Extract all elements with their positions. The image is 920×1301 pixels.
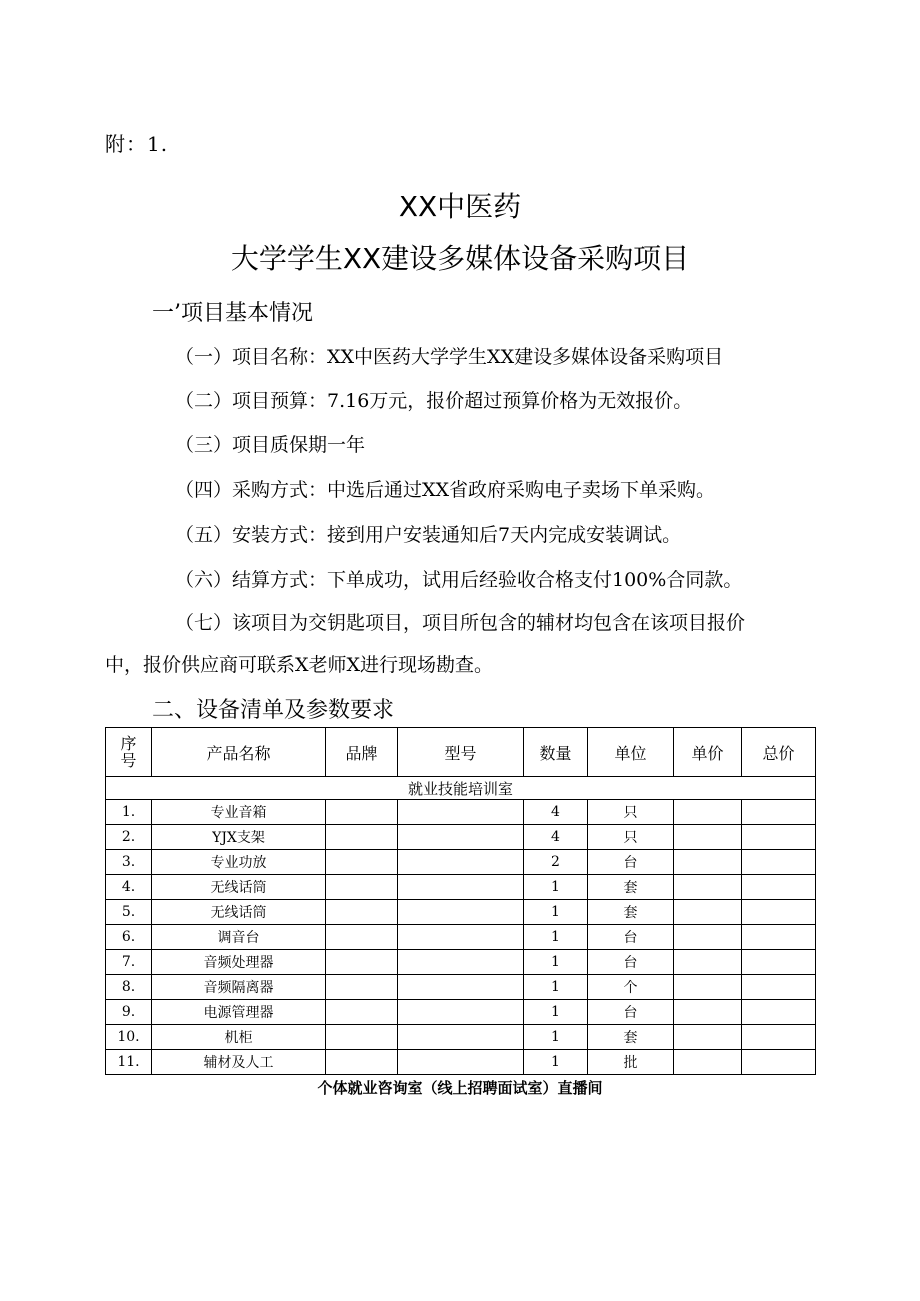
cell-model (398, 850, 524, 875)
cell-unit: 只 (588, 825, 674, 850)
cell-quantity: 1 (524, 875, 588, 900)
cell-model (398, 900, 524, 925)
cell-model (398, 950, 524, 975)
section-heading-basic-info: 一’项目基本情况 (152, 301, 313, 326)
cell-unit: 套 (588, 1025, 674, 1050)
cell-brand (326, 875, 398, 900)
cell-quantity: 1 (524, 1025, 588, 1050)
header-seq-line-1: 序 (120, 734, 137, 753)
header-unit-price: 单价 (674, 728, 742, 777)
attachment-label: 附：1. (105, 132, 169, 156)
header-total-price: 总价 (742, 728, 816, 777)
header-unit: 单位 (588, 728, 674, 777)
cell-model (398, 925, 524, 950)
document-title-line-2: 大学学生XX建设多媒体设备采购项目 (230, 242, 690, 275)
info-item-installation: （五）安装方式：接到用户安装通知后7天内完成安装调试。 (175, 524, 682, 546)
cell-model (398, 1025, 524, 1050)
cell-seq: 6. (106, 925, 152, 950)
cell-product-name: 机柜 (152, 1025, 326, 1050)
cell-total-price (742, 1050, 816, 1075)
cell-model (398, 975, 524, 1000)
table-row (106, 1025, 816, 1050)
cell-brand (326, 1050, 398, 1075)
table-row (106, 1000, 816, 1025)
table-row (106, 825, 816, 850)
table-row (106, 975, 816, 1000)
cell-total-price (742, 900, 816, 925)
cell-unit: 台 (588, 925, 674, 950)
cell-unit-price (674, 875, 742, 900)
table-header-row (106, 728, 816, 777)
cell-brand (326, 950, 398, 975)
cell-product-name: 音频隔离器 (152, 975, 326, 1000)
cell-brand (326, 1025, 398, 1050)
cell-brand (326, 800, 398, 825)
cell-brand (326, 975, 398, 1000)
header-seq (106, 728, 152, 777)
cell-model (398, 1000, 524, 1025)
cell-unit-price (674, 1025, 742, 1050)
cell-unit-price (674, 900, 742, 925)
cell-seq: 11. (106, 1050, 152, 1075)
cell-product-name: 专业功放 (152, 850, 326, 875)
cell-product-name: 调音台 (152, 925, 326, 950)
header-model: 型号 (398, 728, 524, 777)
cell-total-price (742, 850, 816, 875)
cell-total-price (742, 950, 816, 975)
cell-model (398, 1050, 524, 1075)
header-product-name: 产品名称 (152, 728, 326, 777)
cell-unit: 套 (588, 900, 674, 925)
cell-seq: 9. (106, 1000, 152, 1025)
cell-quantity: 1 (524, 975, 588, 1000)
cell-model (398, 825, 524, 850)
cell-unit: 只 (588, 800, 674, 825)
document-title-line-1: XX中医药 (398, 190, 522, 223)
table-row (106, 950, 816, 975)
cell-product-name: YJX支架 (152, 825, 326, 850)
info-item-purchase-method: （四）采购方式：中选后通过XX省政府采购电子卖场下单采购。 (175, 479, 716, 501)
cell-unit-price (674, 1050, 742, 1075)
group-title: 就业技能培训室 (106, 777, 816, 800)
cell-quantity: 2 (524, 850, 588, 875)
cell-model (398, 875, 524, 900)
cell-seq: 7. (106, 950, 152, 975)
info-item-budget: （二）项目预算：7.16万元，报价超过预算价格为无效报价。 (175, 390, 693, 412)
cell-total-price (742, 800, 816, 825)
cell-total-price (742, 875, 816, 900)
cell-total-price (742, 825, 816, 850)
table-row (106, 800, 816, 825)
cell-brand (326, 850, 398, 875)
cell-model (398, 800, 524, 825)
cell-seq: 5. (106, 900, 152, 925)
header-quantity: 数量 (524, 728, 588, 777)
cell-total-price (742, 1000, 816, 1025)
cell-product-name: 无线话筒 (152, 875, 326, 900)
cell-quantity: 1 (524, 1050, 588, 1075)
equipment-table (105, 727, 816, 1075)
cell-brand (326, 825, 398, 850)
cell-product-name: 电源管理器 (152, 1000, 326, 1025)
cell-unit-price (674, 925, 742, 950)
cell-unit: 台 (588, 1000, 674, 1025)
cell-brand (326, 925, 398, 950)
cell-seq: 1. (106, 800, 152, 825)
cell-seq: 2. (106, 825, 152, 850)
info-item-turnkey-continuation: 中，报价供应商可联系X老师X进行现场勘查。 (105, 654, 494, 676)
cell-quantity: 1 (524, 900, 588, 925)
cell-product-name: 辅材及人工 (152, 1050, 326, 1075)
cell-unit: 套 (588, 875, 674, 900)
cell-product-name: 音频处理器 (152, 950, 326, 975)
table-row (106, 925, 816, 950)
cell-unit-price (674, 975, 742, 1000)
cell-unit: 个 (588, 975, 674, 1000)
cell-product-name: 专业音箱 (152, 800, 326, 825)
section-heading-equipment-list: 二、设备清单及参数要求 (152, 698, 395, 723)
cell-brand (326, 1000, 398, 1025)
table-row (106, 1050, 816, 1075)
header-brand: 品牌 (326, 728, 398, 777)
cell-unit-price (674, 850, 742, 875)
table-row (106, 875, 816, 900)
header-seq-line-2: 号 (120, 751, 137, 770)
cell-unit-price (674, 1000, 742, 1025)
info-item-turnkey: （七）该项目为交钥匙项目，项目所包含的辅材均包含在该项目报价 (175, 612, 746, 634)
cell-quantity: 4 (524, 825, 588, 850)
next-section-caption: 个体就业咨询室（线上招聘面试室）直播间 (317, 1079, 603, 1097)
cell-unit: 批 (588, 1050, 674, 1075)
cell-brand (326, 900, 398, 925)
cell-unit-price (674, 800, 742, 825)
table-row (106, 850, 816, 875)
cell-unit: 台 (588, 950, 674, 975)
cell-seq: 8. (106, 975, 152, 1000)
cell-unit-price (674, 950, 742, 975)
info-item-warranty: （三）项目质保期一年 (175, 434, 366, 456)
table-row (106, 900, 816, 925)
cell-seq: 4. (106, 875, 152, 900)
cell-seq: 3. (106, 850, 152, 875)
cell-unit: 台 (588, 850, 674, 875)
cell-quantity: 1 (524, 925, 588, 950)
cell-quantity: 1 (524, 950, 588, 975)
info-item-project-name: （一）项目名称：XX中医药大学学生XX建设多媒体设备采购项目 (175, 346, 724, 368)
info-item-settlement: （六）结算方式：下单成功，试用后经验收合格支付100%合同款。 (175, 569, 743, 591)
cell-quantity: 1 (524, 1000, 588, 1025)
group-row (106, 777, 816, 800)
cell-unit-price (674, 825, 742, 850)
cell-product-name: 无线话筒 (152, 900, 326, 925)
cell-quantity: 4 (524, 800, 588, 825)
cell-total-price (742, 975, 816, 1000)
cell-total-price (742, 925, 816, 950)
cell-seq: 10. (106, 1025, 152, 1050)
cell-total-price (742, 1025, 816, 1050)
